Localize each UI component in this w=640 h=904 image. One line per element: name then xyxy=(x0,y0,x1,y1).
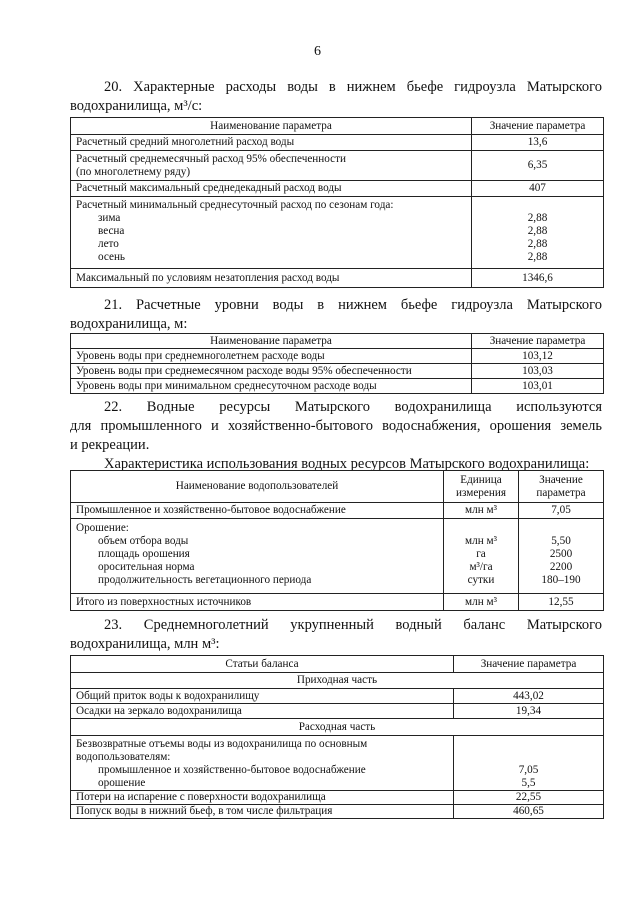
cell-value: 6,35 xyxy=(472,151,604,181)
cell-unit: млн м³ xyxy=(444,503,519,519)
section-row-income: Приходная часть xyxy=(71,673,604,689)
cell-name: Общий приток воды к водохранилищу xyxy=(71,689,454,704)
table-row xyxy=(71,349,604,364)
value: 2,88 xyxy=(527,238,548,250)
table-row xyxy=(71,791,604,805)
cell-name xyxy=(71,519,444,594)
text: м³/га xyxy=(469,561,493,573)
heading-line: водохранилища, млн м³: xyxy=(70,636,220,652)
season: зима xyxy=(98,212,121,224)
cell-name xyxy=(71,151,472,181)
section-22-paragraph xyxy=(70,398,602,474)
text: га xyxy=(476,548,486,560)
text: Значение xyxy=(539,473,583,486)
text: млн м³ xyxy=(465,535,497,547)
season: весна xyxy=(98,225,125,237)
text: параметра xyxy=(536,486,586,499)
col-header: Наименование параметра xyxy=(71,118,472,135)
table-row xyxy=(71,135,604,151)
season: лето xyxy=(98,238,119,250)
text: водопользователям: xyxy=(76,751,171,763)
cell-value xyxy=(519,519,604,594)
text: Единица xyxy=(460,473,502,486)
value: 2,88 xyxy=(527,251,548,263)
table-row xyxy=(71,181,604,197)
paragraph-line: и рекреации. xyxy=(70,437,150,453)
cell-value: 103,01 xyxy=(472,379,604,394)
cell-name: Уровень воды при минимальном среднесуточном расходе воды xyxy=(71,379,472,394)
col-header: Наименование водопользователей xyxy=(71,471,444,503)
cell-value: 407 xyxy=(472,181,604,197)
text: оросительная норма xyxy=(98,561,195,573)
cell-name: Попуск воды в нижний бьеф, в том числе фильтрация xyxy=(71,805,454,819)
cell-name: Расчетный максимальный среднедекадный расход воды xyxy=(71,181,472,197)
text: продолжительность вегетационного периода xyxy=(98,574,312,586)
text: объем отбора воды xyxy=(98,535,189,547)
col-header: Наименование параметра xyxy=(71,334,472,349)
cell-name xyxy=(71,736,454,791)
text: Расчетный среднемесячный расход 95% обеспеченности xyxy=(76,152,346,165)
table-row xyxy=(71,805,604,819)
table-row xyxy=(71,364,604,379)
heading-line: 23. Среднемноголетний укрупненный водный баланс Матырского xyxy=(104,617,602,633)
cell-name: Промышленное и хозяйственно-бытовое водоснабжение xyxy=(71,503,444,519)
text: площадь орошения xyxy=(98,548,190,560)
table-levels xyxy=(70,333,604,394)
cell-value: 12,55 xyxy=(519,594,604,611)
section-20-heading xyxy=(70,78,602,116)
table-row xyxy=(71,379,604,394)
cell-name xyxy=(71,197,472,269)
cell-name: Итого из поверхностных источников xyxy=(71,594,444,611)
value: 2,88 xyxy=(527,225,548,237)
cell-name: Уровень воды при среднемесячном расходе воды 95% обеспеченности xyxy=(71,364,472,379)
season: осень xyxy=(98,251,126,263)
cell-name: Осадки на зеркало водохранилища xyxy=(71,704,454,719)
cell-value: 443,02 xyxy=(454,689,604,704)
cell-value: 13,6 xyxy=(472,135,604,151)
col-header: Значение параметра xyxy=(472,334,604,349)
text: 180–190 xyxy=(541,574,581,586)
heading-line: водохранилища, м³/с: xyxy=(70,98,203,114)
table-discharges xyxy=(70,117,604,288)
text: измерения xyxy=(456,486,506,499)
cell-value xyxy=(454,736,604,791)
col-header: Значение параметра xyxy=(454,656,604,673)
text: промышленное и хозяйственно-бытовое водоснабжение xyxy=(98,764,366,776)
table-row xyxy=(71,689,604,704)
table-row xyxy=(71,594,604,611)
cell-value: 1346,6 xyxy=(472,269,604,288)
paragraph-line: для промышленного и хозяйственно-бытового водоснабжения, орошения земель xyxy=(70,418,602,434)
cell-unit: млн м³ xyxy=(444,594,519,611)
text: 5,5 xyxy=(521,777,536,789)
section-23-heading xyxy=(70,616,602,654)
section-row-expense: Расходная часть xyxy=(71,719,604,736)
text: орошение xyxy=(98,777,146,789)
page-number: 6 xyxy=(314,44,321,59)
text: Расчетный минимальный среднесуточный расход по сезонам года: xyxy=(76,199,394,211)
table-row xyxy=(71,519,604,594)
col-header-unit xyxy=(444,471,519,503)
cell-name: Расчетный средний многолетний расход воды xyxy=(71,135,472,151)
value: 2,88 xyxy=(527,212,548,224)
text: 5,50 xyxy=(551,535,571,547)
text: 7,05 xyxy=(518,764,539,776)
table-row xyxy=(71,736,604,791)
text: сутки xyxy=(467,574,495,586)
text: Орошение: xyxy=(76,522,129,534)
cell-value: 460,65 xyxy=(454,805,604,819)
cell-name: Потери на испарение с поверхности водохранилища xyxy=(71,791,454,805)
cell-value: 19,34 xyxy=(454,704,604,719)
paragraph-line: 22. Водные ресурсы Матырского водохранилища используются xyxy=(104,399,602,415)
cell-value: 103,03 xyxy=(472,364,604,379)
table-row xyxy=(71,704,604,719)
cell-value xyxy=(472,197,604,269)
table-row xyxy=(71,269,604,288)
col-header: Статьи баланса xyxy=(71,656,454,673)
cell-unit xyxy=(444,519,519,594)
text: 2500 xyxy=(549,548,573,560)
cell-name: Максимальный по условиям незатопления расход воды xyxy=(71,269,472,288)
heading-line: 21. Расчетные уровни воды в нижнем бьефе гидроузла Матырского xyxy=(104,297,602,313)
table-row xyxy=(71,197,604,269)
table-water-use xyxy=(70,470,604,611)
text: 2200 xyxy=(549,561,573,573)
section-21-heading xyxy=(70,296,602,334)
cell-name: Уровень воды при среднемноголетнем расходе воды xyxy=(71,349,472,364)
table-water-balance xyxy=(70,655,604,819)
cell-value: 7,05 xyxy=(519,503,604,519)
col-header: Значение параметра xyxy=(472,118,604,135)
table-row xyxy=(71,151,604,181)
text: (по многолетнему ряду) xyxy=(76,165,191,178)
col-header-value xyxy=(519,471,604,503)
table-row xyxy=(71,503,604,519)
text: Безвозвратные отъемы воды из водохранилища по основным xyxy=(76,738,368,750)
cell-value: 22,55 xyxy=(454,791,604,805)
heading-line: водохранилища, м: xyxy=(70,316,188,332)
table-caption: Характеристика использования водных ресурсов Матырского водохранилища: xyxy=(104,456,590,472)
heading-line: 20. Характерные расходы воды в нижнем бьефе гидроузла Матырского xyxy=(104,79,602,95)
cell-value: 103,12 xyxy=(472,349,604,364)
